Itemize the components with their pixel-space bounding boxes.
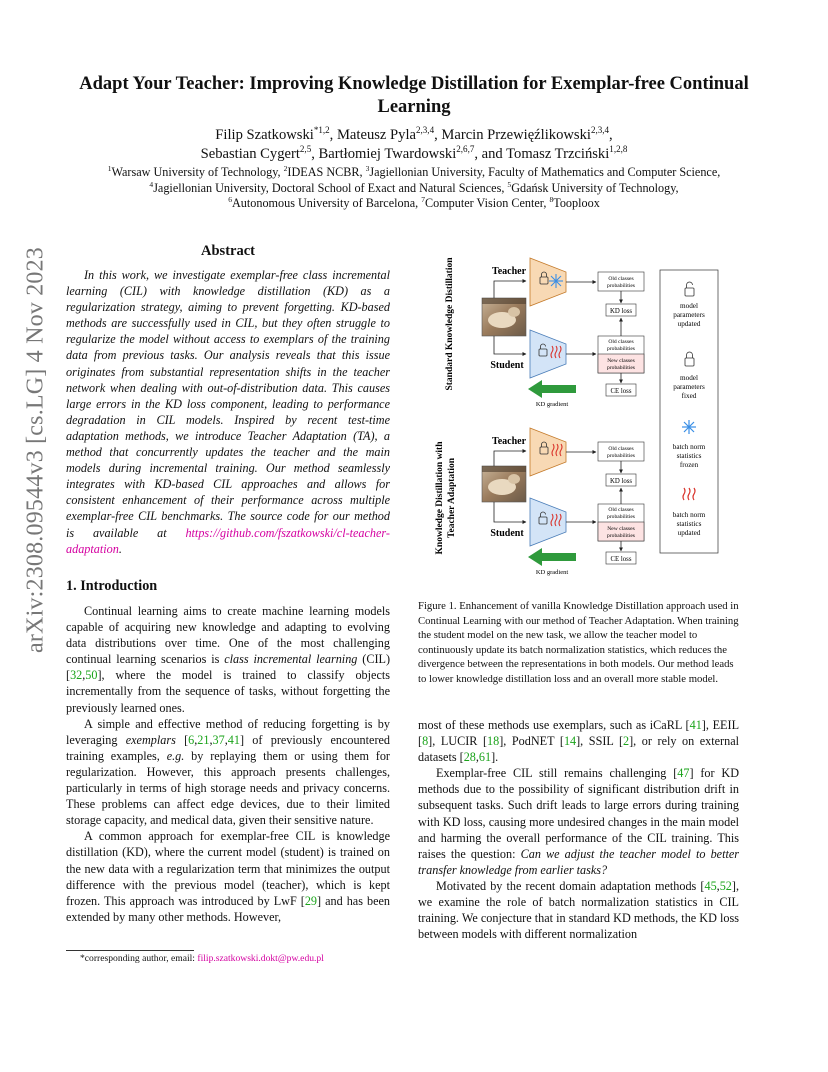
legend-updated-line: model	[680, 302, 698, 310]
section-label-kd-ta-2: Teacher Adaptation	[447, 458, 457, 538]
citation-link[interactable]: 14	[563, 734, 577, 749]
author-name: Bartłomiej Twardowski	[318, 146, 457, 162]
text-run: Exemplar-free CIL still remains challenging [	[436, 766, 678, 781]
kd-gradient-label: KD gradient	[535, 569, 569, 576]
citation-link[interactable]: 2	[623, 734, 630, 749]
text-run: ] and has been extended by many other methods. However,	[66, 893, 390, 924]
footnote-rule	[66, 950, 194, 951]
affiliation-line	[40, 196, 788, 212]
new-classes-text: New classes	[607, 526, 635, 532]
citation-link[interactable]: 37	[212, 732, 225, 747]
author-sup: *1,2	[313, 125, 330, 136]
author-name: Tomasz Trzciński	[506, 146, 610, 162]
text-run: [	[175, 732, 189, 747]
text-run: A common approach for exemplar-free CIL is knowledge distillation (KD), where the current model (student) is trained on the new data with a regularization term that minimizes the output difference with the previous model (teacher), which is kept frozen. This approach was introduced by LwF [	[66, 829, 390, 908]
intro-heading: 1. Introduction	[66, 578, 158, 594]
bottom-panel	[482, 428, 644, 576]
probabilities-text: probabilities	[607, 283, 635, 289]
text-run: A simple and effective method of reducing forgetting is by leveraging	[66, 716, 390, 747]
arxiv-identifier	[16, 246, 56, 654]
probabilities-text: probabilities	[607, 514, 635, 520]
figure-1	[418, 246, 739, 586]
citation-link[interactable]: 41	[689, 718, 702, 732]
affiliations	[40, 165, 788, 212]
author-name: Filip Szatkowski	[215, 127, 314, 143]
figure-caption: Figure 1. Enhancement of vanilla Knowledge Distillation approach used in Continual Learning with our method of Teacher Adaptation. When training the student model on the new task, we allow the teacher model to continuously update its batch normalization statistics, which reduces the divergence between the representations in both models. Our method leads to lower knowledge distillation loss and an overall more stable model.	[418, 600, 739, 685]
emphasis: e.g.	[166, 748, 185, 763]
emphasis: class incremental learning	[224, 652, 358, 667]
intro-paragraph-2: A simple and effective method of reducing forgetting is by leveraging exemplars [6,21,37,41] of previously encountered training examples, e.g. by replaying them or using them for regularization. However, this approach presents challenges, particularly in terms of high storage needs and privacy concerns. These problems can affect edge devices, due to their limited storage capacity, and medical data, given their sensitive nature.	[66, 716, 391, 828]
old-classes-text: Old classes	[608, 507, 634, 513]
author-sup: 1,2,8	[609, 144, 628, 155]
emphasis: exemplars	[125, 732, 176, 747]
right-paragraph-1: most of these methods use exemplars, such as iCaRL [41], EEIL [8], LUCIR [18], PodNET [14], SSIL [2], or rely on external datasets [28,61].	[418, 718, 740, 765]
text-run: ], where the model is trained to classify objects incrementally from the sequence of tasks, without forgetting the previously learned ones.	[66, 668, 390, 715]
section-label-standard-kd: Standard Knowledge Distillation	[445, 257, 455, 391]
author-name: Marcin Przewięźlikowski	[441, 127, 591, 143]
affil-text: Gdańsk University of Technology,	[511, 180, 679, 195]
citation-link[interactable]: 52	[719, 878, 732, 893]
student-model-shape	[530, 498, 566, 546]
input-image	[482, 466, 526, 502]
abstract-paragraph	[66, 267, 390, 557]
affil-sup: 2	[283, 163, 288, 173]
author-line-2: Sebastian Cygert$^{2,5}$, Bartłomiej Twardowski$^{2,6,7}$, and Tomasz Trzciński$^{1,2,8}$	[200, 144, 628, 162]
text-run: ], PodNET [	[499, 734, 564, 749]
affil-text: Jagiellonian University, Faculty of Mathematics and Computer Science,	[369, 165, 721, 179]
legend-fixed-line: fixed	[681, 392, 697, 400]
abstract-end: .	[118, 541, 122, 556]
affil-text: Computer Vision Center,	[424, 196, 550, 210]
old-classes-text: Old classes	[608, 339, 634, 345]
text-run: ], SSIL [	[576, 734, 624, 749]
legend-frozen-line: batch norm	[672, 443, 706, 451]
old-classes-text: Old classes	[608, 446, 634, 452]
teacher-label: Teacher	[491, 436, 527, 447]
author-sup: 2,6,7	[456, 144, 475, 155]
kd-loss-text: KD loss	[609, 478, 633, 485]
affil-sup: 6	[228, 194, 232, 204]
citation-link[interactable]: 61	[478, 750, 492, 765]
author-line-1: Filip Szatkowski$^{*1,2}$, Mateusz Pyla$^{2,3,4}$, Marcin Przewięźlikowski$^{2,3,4}$,	[215, 125, 613, 143]
text-run: most of these methods use exemplars, such as iCaRL [	[418, 718, 690, 732]
affil-sup: 3	[365, 163, 370, 173]
abstract-body	[66, 267, 390, 557]
snowflake-icon	[549, 274, 563, 288]
text-run: ] for KD methods due to the possibility of significant distribution drift in subsequent tasks. Such drift leads to large errors during training with KD loss, causing more undesired changes in the main model and harming the overall performance of the CIL training. This raises the question:	[418, 766, 739, 861]
author-sup: 2,3,4	[590, 125, 610, 136]
new-classes-text: New classes	[607, 358, 635, 364]
text-run: ] of previously encountered training examples,	[66, 732, 391, 763]
text-run: ], EEIL [	[418, 718, 740, 749]
author-and: and	[481, 146, 503, 162]
author-sup: 2,3,4	[416, 125, 435, 136]
affil-text: Jagiellonian University, Doctoral School of Exact and Natural Sciences,	[153, 180, 508, 195]
intro-body	[66, 603, 390, 925]
kd-gradient-arrow	[528, 380, 576, 398]
paper-title: Adapt Your Teacher: Improving Knowledge Distillation for Exemplar-free Continual Learning	[79, 74, 749, 117]
citation-link[interactable]: 45	[704, 878, 717, 893]
snowflake-icon	[682, 420, 696, 434]
student-model-shape	[530, 330, 566, 378]
legend-fixed-line: model	[680, 374, 698, 382]
affil-sup: 4	[149, 179, 154, 189]
legend-bn-updated-line: statistics	[676, 520, 702, 528]
citation-link[interactable]: 8	[422, 734, 429, 749]
citation-link[interactable]: 32	[70, 668, 83, 683]
kd-gradient-label: KD gradient	[535, 401, 569, 408]
student-label: Student	[490, 360, 524, 371]
intro-paragraph-1: Continual learning aims to create machine learning models capable of acquiring new knowledge and adapting to evolving data distributions over time. One of the most challenging continual learning scenarios is class incremental learning (CIL) [32,50], where the model is trained to classify objects incrementally from the sequence of tasks, without forgetting the previously learned ones.	[66, 604, 391, 715]
student-label: Student	[490, 528, 524, 539]
affiliation-line	[40, 181, 788, 197]
citation-link[interactable]: 21	[197, 732, 210, 747]
abstract-heading: Abstract	[201, 243, 255, 259]
email-link[interactable]: filip.szatkowski.dokt@pw.edu.pl	[197, 953, 324, 964]
citation-link[interactable]: 29	[304, 893, 317, 908]
figure-diagram	[418, 246, 739, 586]
legend-updated-line: parameters	[673, 311, 705, 319]
ce-loss-text: CE loss	[610, 556, 632, 563]
text-run: by replaying them or using them for regularization. However, this approach presents challenges, particularly in terms of high storage needs and privacy concerns. These problems can affect edge devices, due to their limited storage capacity, and medical data, given their sensitive nature.	[66, 748, 390, 828]
affil-text: Tooploox	[553, 196, 600, 210]
text-run: ], we examine the role of batch normalization statistics in CIL training. We conjecture that in standard KD methods, the KD loss between models with different normalization	[418, 878, 739, 942]
kd-loss-text: KD loss	[609, 308, 633, 315]
citation-link[interactable]: 41	[227, 732, 240, 747]
citation-link[interactable]: 6	[188, 732, 195, 747]
affiliation-line	[40, 165, 788, 181]
citation-link[interactable]: 28	[463, 750, 476, 765]
legend-updated-line: updated	[677, 320, 701, 328]
abstract-text: In this work, we investigate exemplar-free class incremental learning (CIL) with knowledge distillation (KD) as a regularization strategy, aiming to prevent forgetting. KD-based methods are successfully used in CIL, but they often struggle to regularize the model without access to exemplars of the training data from previous tasks. Our analysis reveals that this issue originates from substantial representation shifts in the teacher network when dealing with out-of-distribution data. This causes large errors in the KD loss component, leading to performance degradation in CIL models. Inspired by recent test-time adaptation methods, we introduce Teacher Adaptation (TA), a method that concurrently updates the teacher and the main models during incremental training. Our method seamlessly integrates with KD-based CIL approaches and allows for consistent enhancement of their performance across multiple exemplar-free CIL benchmarks. The source code for our method is available at	[66, 268, 390, 540]
author-list	[40, 126, 788, 164]
input-image	[482, 298, 526, 336]
right-paragraph-2	[418, 765, 739, 878]
affil-text: Warsaw University of Technology,	[111, 165, 284, 179]
right-paragraph-3: Motivated by the recent domain adaptation methods [45,52], we examine the role of batch normalization statistics in CIL training. We conjecture that in standard KD methods, the KD loss between models with different normalization	[418, 878, 739, 942]
author-name: Sebastian Cygert	[200, 146, 300, 162]
affil-sup: 8	[549, 194, 554, 204]
text-run: Continual learning aims to create machine learning models capable of acquiring new knowledge and adapting to evolving data distributions over time. One of the most challenging continual learning scenarios is	[66, 604, 390, 667]
code-link[interactable]: https://github.com/fszatkowski/cl-teacher-adaptation	[66, 525, 390, 556]
right-column-text	[418, 717, 739, 942]
intro-paragraph-3	[66, 828, 390, 925]
affil-sup: 5	[507, 179, 512, 189]
top-panel	[482, 258, 644, 408]
probabilities-text: probabilities	[607, 346, 635, 352]
arxiv-id-text: arXiv:2308.09544v3 [cs.LG] 4 Nov 2023	[22, 246, 49, 654]
affil-sup: 1	[107, 163, 112, 173]
citation-link[interactable]: 18	[487, 734, 500, 749]
text-run: ], LUCIR [	[428, 734, 488, 749]
legend-frozen-line: frozen	[679, 461, 699, 469]
probabilities-text: probabilities	[607, 533, 635, 539]
legend-fixed-line: parameters	[673, 383, 705, 391]
old-classes-text: Old classes	[608, 276, 634, 282]
ce-loss-text: CE loss	[610, 388, 632, 395]
legend-frozen-line: statistics	[676, 452, 702, 460]
citation-link[interactable]: 50	[85, 668, 98, 683]
text-run: (CIL) [	[66, 652, 391, 683]
citation-link[interactable]: 47	[677, 766, 690, 781]
text-run: Motivated by the recent domain adaptation methods [	[436, 878, 705, 893]
teacher-label: Teacher	[491, 266, 527, 277]
affil-sup: 7	[421, 194, 425, 204]
text-run: ], or rely on external datasets [	[418, 734, 740, 765]
section-label-kd-ta-1: Knowledge Distillation with	[435, 441, 445, 555]
probabilities-text: probabilities	[607, 453, 635, 459]
author-sup: 2,5	[299, 144, 312, 155]
kd-gradient-arrow	[528, 548, 576, 566]
probabilities-text: probabilities	[607, 365, 635, 371]
footnote	[66, 953, 390, 965]
text-run: ].	[491, 750, 499, 765]
affil-text: IDEAS NCBR,	[287, 165, 366, 179]
affil-text: Autonomous University of Barcelona,	[231, 196, 422, 210]
author-name: Mateusz Pyla	[336, 127, 416, 143]
legend-bn-updated-line: updated	[677, 529, 701, 537]
legend-bn-updated-line: batch norm	[672, 511, 706, 519]
footnote-text: *corresponding author, email:	[80, 953, 198, 964]
figure-legend	[660, 270, 718, 553]
emphasis: Can we adjust the teacher model to better transfer knowledge from earlier tasks?	[418, 846, 739, 877]
